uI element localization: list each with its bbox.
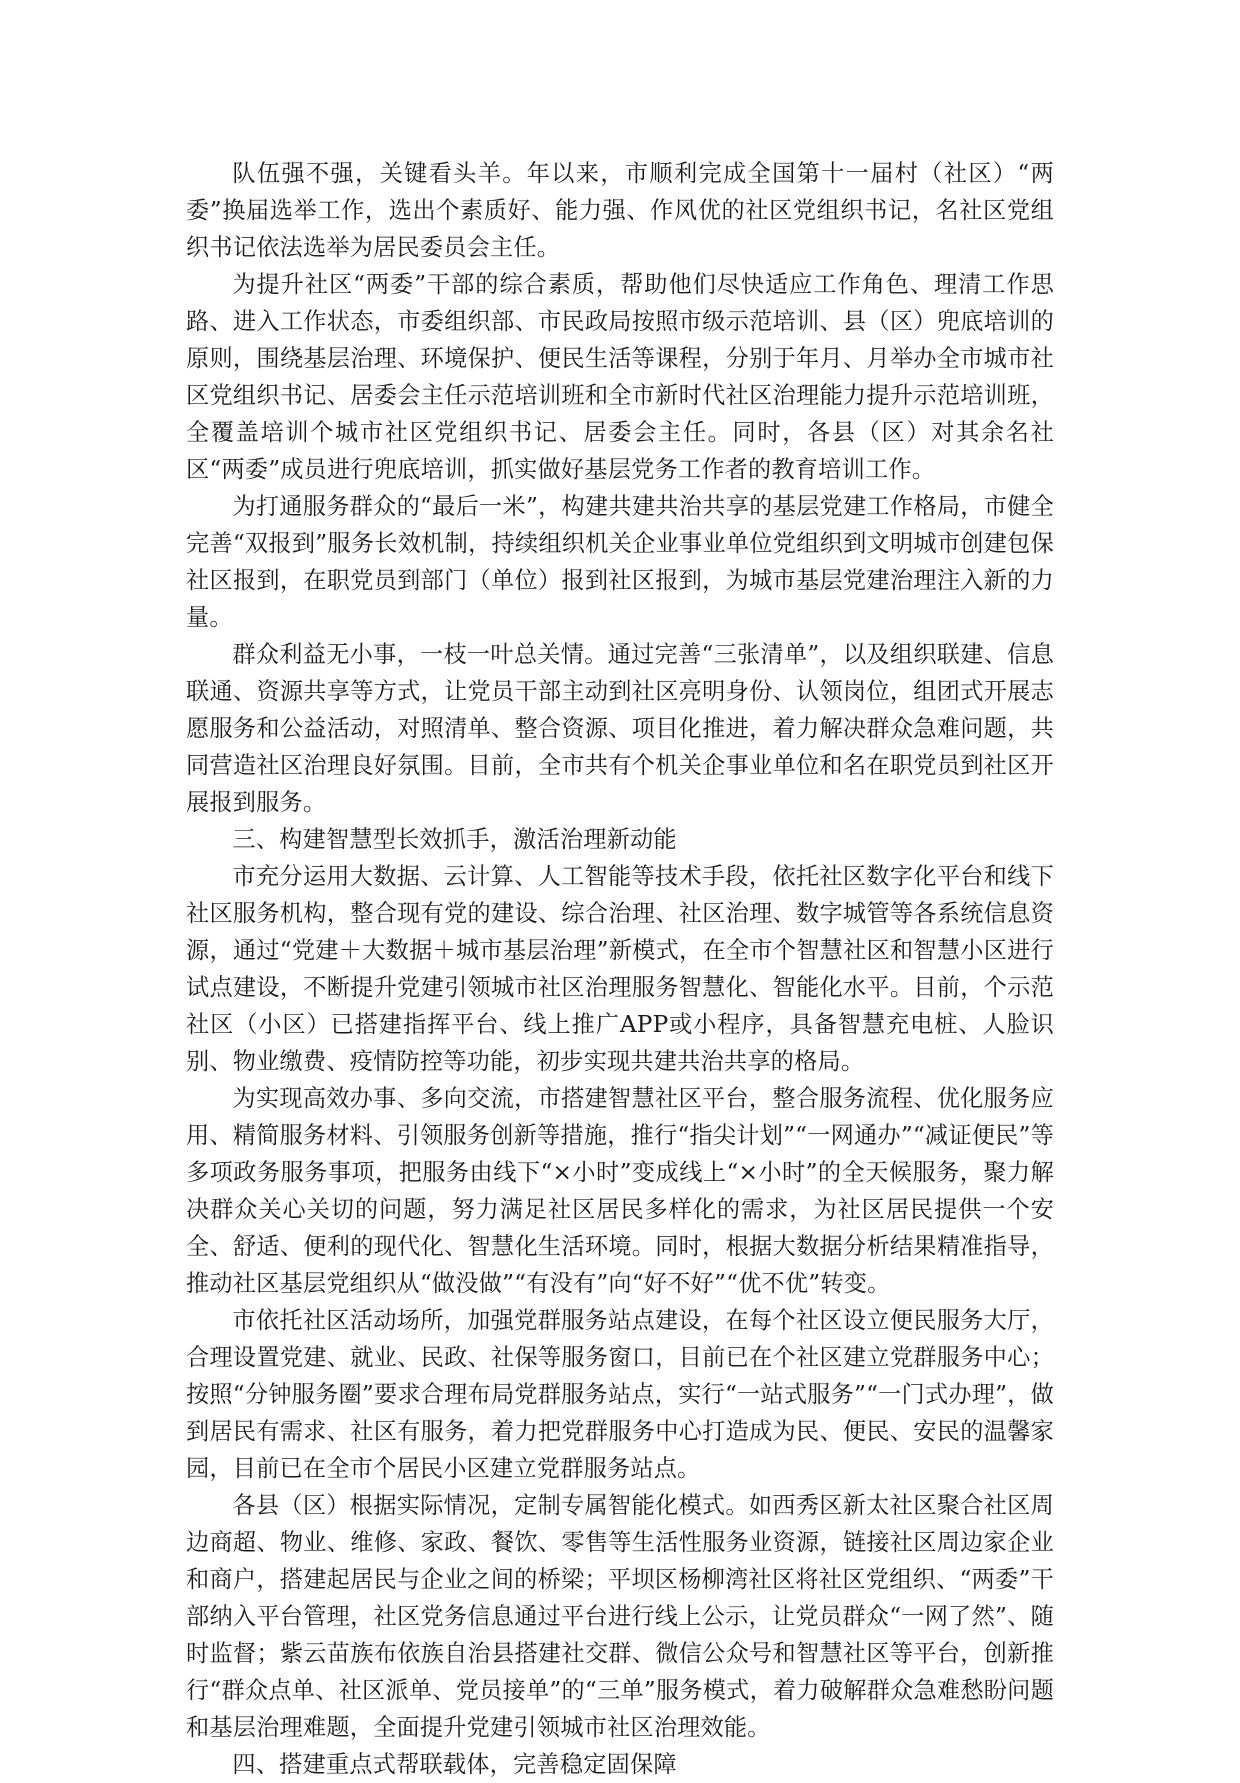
- paragraph-3: 为打通服务群众的“最后一米”，构建共建共治共享的基层党建工作格局，市健全完善“双报到”服务长效机制，持续组织机关企业事业单位党组织到文明城市创建包保社区报到，在职党员到部门（单位）报到社区报到，为城市基层党建治理注入新的力量。: [186, 493, 1054, 631]
- paragraph-6: 为实现高效办事、多向交流，市搭建智慧社区平台，整合服务流程、优化服务应用、精简服务材料、引领服务创新等措施，推行“指尖计划”“一网通办”“减证便民”等多项政务服务事项，把服务由线下“×小时”变成线上“×小时”的全天候服务，聚力解决群众关心关切的问题，努力满足社区居民多样化的需求，为社区居民提供一个安全、舒适、便利的现代化、智慧化生活环境。同时，根据大数据分析结果精准指导，推动社区基层党组织从“做没做”“有没有”向“好不好”“优不优”转变。: [186, 1085, 1054, 1297]
- paragraph-8: 各县（区）根据实际情况，定制专属智能化模式。如西秀区新太社区聚合社区周边商超、物业、维修、家政、餐饮、零售等生活性服务业资源，链接社区周边家企业和商户，搭建起居民与企业之间的桥梁；平坝区杨柳湾社区将社区党组织、“两委”干部纳入平台管理，社区党务信息通过平台进行线上公示，让党员群众“一网了然”、随时监督；紫云苗族布依族自治县搭建社交群、微信公众号和智慧社区等平台，创新推行“群众点单、社区派单、党员接单”的“三单”服务模式，着力破解群众急难愁盼问题和基层治理难题，全面提升党建引领城市社区治理效能。: [186, 1492, 1054, 1741]
- paragraph-1: 队伍强不强，关键看头羊。年以来，市顺利完成全国第十一届村（社区）“两委”换届选举工作，选出个素质好、能力强、作风优的社区党组织书记，名社区党组织书记依法选举为居民委员会主任。: [186, 160, 1054, 261]
- section-heading-4: 四、搭建重点式帮联载体，完善稳定固保障: [232, 1751, 677, 1778]
- section-heading-3: 三、构建智慧型长效抓手，激活治理新动能: [232, 826, 677, 853]
- paragraph-7: 市依托社区活动场所，加强党群服务站点建设，在每个社区设立便民服务大厅，合理设置党建、就业、民政、社保等服务窗口，目前已在个社区建立党群服务中心；按照“分钟服务圈”要求合理布局党群服务站点，实行“一站式服务”“一门式办理”，做到居民有需求、社区有服务，着力把党群服务中心打造成为民、便民、安民的温馨家园，目前已在全市个居民小区建立党群服务站点。: [186, 1307, 1054, 1482]
- paragraph-5: 市充分运用大数据、云计算、人工智能等技术手段，依托社区数字化平台和线下社区服务机构，整合现有党的建设、综合治理、社区治理、数字城管等各系统信息资源，通过“党建＋大数据＋城市基层治理”新模式，在全市个智慧社区和智慧小区进行试点建设，不断提升党建引领城市社区治理服务智慧化、智能化水平。目前，个示范社区（小区）已搭建指挥平台、线上推广APP或小程序，具备智慧充电桩、人脸识别、物业缴费、疫情防控等功能，初步实现共建共治共享的格局。: [186, 863, 1054, 1075]
- paragraph-4: 群众利益无小事，一枝一叶总关情。通过完善“三张清单”，以及组织联建、信息联通、资源共享等方式，让党员干部主动到社区亮明身份、认领岗位，组团式开展志愿服务和公益活动，对照清单、整合资源、项目化推进，着力解决群众急难问题，共同营造社区治理良好氛围。目前，全市共有个机关企事业单位和名在职党员到社区开展报到服务。: [186, 641, 1054, 816]
- paragraph-2: 为提升社区“两委”干部的综合素质，帮助他们尽快适应工作角色、理清工作思路、进入工作状态，市委组织部、市民政局按照市级示范培训、县（区）兜底培训的原则，围绕基层治理、环境保护、便民生活等课程，分别于年月、月举办全市城市社区党组织书记、居委会主任示范培训班和全市新时代社区治理能力提升示范培训班，全覆盖培训个城市社区党组织书记、居委会主任。同时，各县（区）对其余名社区“两委”成员进行兜底培训，抓实做好基层党务工作者的教育培训工作。: [186, 271, 1054, 483]
